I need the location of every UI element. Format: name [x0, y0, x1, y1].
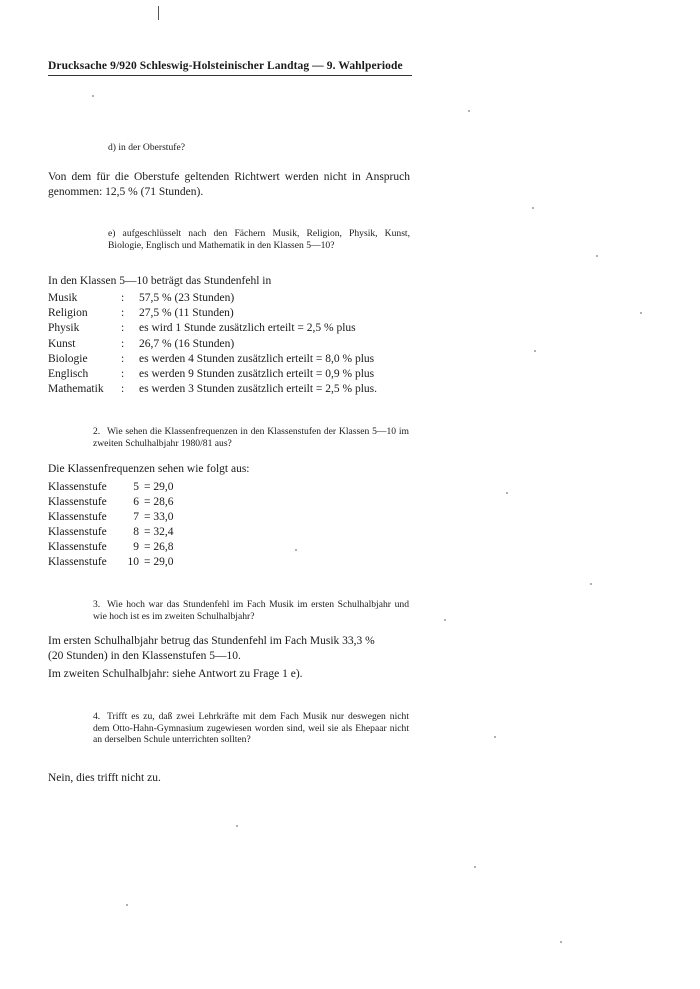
subject-sep: :	[121, 367, 125, 380]
scan-speck	[474, 866, 476, 868]
subject-value: 27,5 % (11 Stunden)	[139, 307, 234, 320]
question-4	[93, 711, 409, 746]
subject-name: Biologie	[48, 352, 88, 365]
subject-name: Religion	[48, 307, 88, 320]
question-number: 4.	[93, 711, 101, 722]
frequency-row	[48, 510, 174, 525]
subject-row	[48, 352, 377, 367]
subject-value: 57,5 % (23 Stunden)	[139, 292, 235, 304]
frequency-row	[48, 555, 174, 570]
question-d: d) in der Oberstufe?	[108, 142, 185, 153]
question-number: 2.	[93, 426, 101, 437]
frequency-level: 10	[127, 556, 139, 569]
subject-sep: :	[121, 292, 125, 304]
frequency-label: Klassenstufe	[48, 511, 107, 524]
subject-value: es wird 1 Stunde zusätzlich erteilt = 2,5 % plus	[139, 322, 356, 335]
frequency-row	[48, 540, 174, 555]
frequency-row	[48, 480, 174, 495]
page-header: Drucksache 9/920 Schleswig-Holsteinischer Landtag — 9. Wahlperiode	[48, 60, 412, 76]
frequency-row	[48, 525, 174, 540]
frequency-row	[48, 495, 174, 510]
question-2	[93, 426, 409, 449]
answer-2-intro: Die Klassenfrequenzen sehen wie folgt aus:	[48, 463, 250, 475]
scan-speck	[560, 941, 562, 943]
subject-row	[48, 291, 377, 306]
subject-value: 26,7 % (16 Stunden)	[139, 337, 235, 350]
answer-3-line-1: Im ersten Schulhalbjahr betrug das Stundenfehl im Fach Musik 33,3 %	[48, 635, 375, 647]
scan-speck	[590, 583, 592, 585]
frequency-value: = 32,4	[144, 526, 174, 539]
frequency-level: 6	[133, 496, 139, 509]
frequency-value: = 33,0	[144, 511, 174, 524]
answer-3-line-3: Im zweiten Schulhalbjahr: siehe Antwort zu Frage 1 e).	[48, 668, 303, 680]
subject-row	[48, 367, 377, 382]
scan-speck	[126, 904, 128, 906]
answer-e-intro: In den Klassen 5—10 beträgt das Stundenfehl in	[48, 275, 272, 287]
scan-speck	[444, 619, 446, 621]
subject-sep: :	[121, 383, 125, 396]
question-3	[93, 599, 409, 622]
answer-3-line-2: (20 Stunden) in den Klassenstufen 5—10.	[48, 650, 241, 662]
frequency-label: Klassenstufe	[48, 496, 107, 509]
frequency-table	[48, 480, 174, 571]
scan-speck	[468, 110, 470, 112]
subject-value: es werden 3 Stunden zusätzlich erteilt = 2,5 % plus.	[139, 383, 378, 396]
subject-sep: :	[121, 307, 125, 320]
subject-name: Musik	[48, 292, 78, 304]
scan-speck	[640, 312, 642, 314]
frequency-value: = 28,6	[144, 496, 174, 509]
question-e: e) aufgeschlüsselt nach den Fächern Musik, Religion, Physik, Kunst, Biologie, Englisch und Mathematik in den Klassen 5—10?	[108, 228, 410, 251]
answer-d: Von dem für die Oberstufe geltenden Richtwert werden nicht in Anspruch genommen: 12,5 % (71 Stunden).	[48, 171, 410, 198]
answer-4: Nein, dies trifft nicht zu.	[48, 772, 161, 784]
frequency-label: Klassenstufe	[48, 541, 107, 554]
scan-mark	[158, 6, 159, 20]
subject-name: Physik	[48, 322, 80, 335]
question-text: Trifft es zu, daß zwei Lehrkräfte mit dem Fach Musik nur deswegen nicht dem Otto-Hahn-Gymnasium zugewiesen worden sind, weil sie als Ehepaar nicht an derselben Schule unterrichten sollten?	[93, 711, 409, 745]
subject-value: es werden 9 Stunden zusätzlich erteilt = 0,9 % plus	[139, 367, 375, 380]
question-number: 3.	[93, 599, 101, 610]
subject-name: Englisch	[48, 367, 89, 380]
scan-speck	[494, 736, 496, 738]
frequency-label: Klassenstufe	[48, 526, 107, 539]
frequency-value: = 29,0	[144, 556, 174, 569]
frequency-label: Klassenstufe	[48, 481, 107, 493]
scan-speck	[236, 825, 238, 827]
frequency-value: = 26,8	[144, 541, 174, 554]
frequency-label: Klassenstufe	[48, 556, 107, 569]
scan-speck	[506, 492, 508, 494]
scan-speck	[92, 95, 94, 97]
frequency-level: 7	[133, 511, 139, 524]
question-text: Wie sehen die Klassenfrequenzen in den Klassenstufen der Klassen 5—10 im zweiten Schulhalbjahr 1980/81 aus?	[93, 426, 409, 449]
scan-speck	[534, 350, 536, 352]
subject-name: Kunst	[48, 337, 76, 350]
frequency-level: 9	[133, 541, 139, 554]
subject-sep: :	[121, 352, 125, 365]
subject-row	[48, 382, 377, 397]
subject-value: es werden 4 Stunden zusätzlich erteilt = 8,0 % plus	[139, 352, 375, 365]
frequency-level: 5	[133, 481, 139, 493]
subject-name: Mathematik	[48, 383, 104, 396]
frequency-level: 8	[133, 526, 139, 539]
subject-sep: :	[121, 322, 125, 335]
subject-row	[48, 337, 377, 352]
scan-speck	[596, 255, 598, 257]
subject-row	[48, 321, 377, 336]
question-text: Wie hoch war das Stundenfehl im Fach Musik im ersten Schulhalbjahr und wie hoch ist es im zweiten Schulhalbjahr?	[93, 599, 409, 622]
frequency-value: = 29,0	[144, 481, 174, 493]
subject-sep: :	[121, 337, 125, 350]
scan-speck	[295, 549, 297, 551]
subject-row	[48, 306, 377, 321]
scan-speck	[532, 207, 534, 209]
subject-table	[48, 291, 377, 397]
